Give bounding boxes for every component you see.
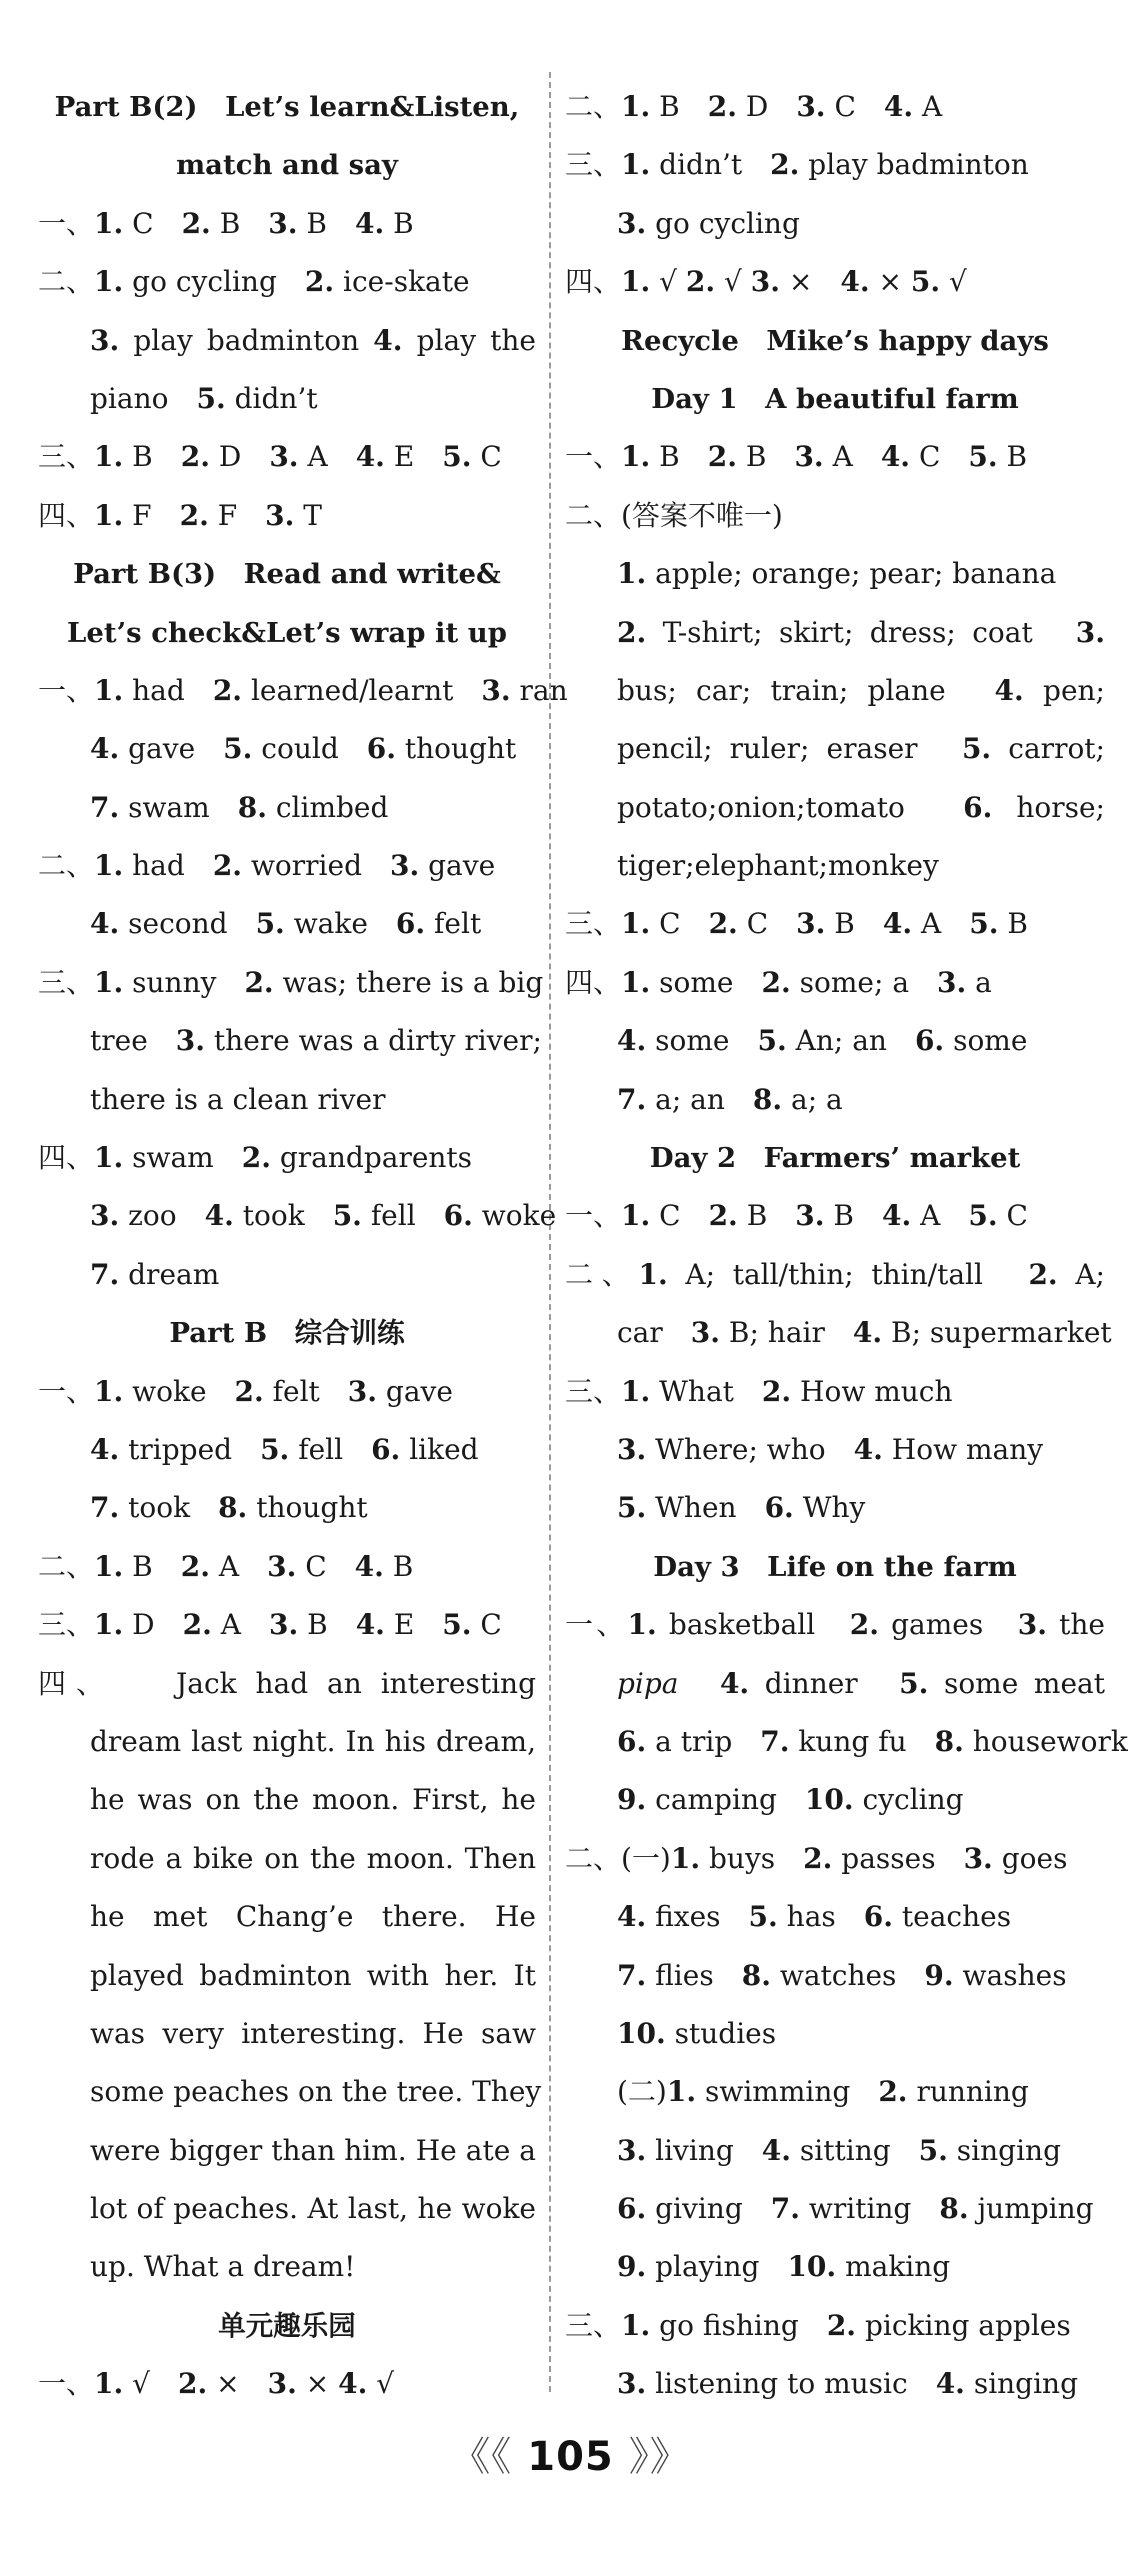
answer-line: 四、1. √ 2. √ 3. × 4. × 5. √ bbox=[565, 265, 967, 299]
answer-line: 4. some 5. An; an 6. some bbox=[617, 1024, 1028, 1058]
answer-line: pencil; ruler; eraser 5. carrot; bbox=[617, 732, 1105, 766]
answer-line: were bigger than him. He ate a bbox=[90, 2133, 536, 2167]
answer-line: tiger;elephant;monkey bbox=[617, 849, 939, 883]
answer-line: 三、1. C 2. C 3. B 4. A 5. B bbox=[565, 907, 1028, 941]
answer-line: 3. play badminton 4. play the bbox=[90, 323, 536, 357]
left-column bbox=[38, 78, 568, 2414]
answer-line: 2. T-shirt; skirt; dress; coat 3. bbox=[617, 615, 1105, 649]
answer-line: 7. dream bbox=[90, 1257, 220, 1291]
page-number-left-brackets: 《《 bbox=[450, 2434, 513, 2480]
answer-line: car 3. B; hair 4. B; supermarket bbox=[617, 1316, 1112, 1350]
answer-line: was very interesting. He saw bbox=[90, 2016, 536, 2050]
answer-line: 3. living 4. sitting 5. singing bbox=[617, 2133, 1061, 2167]
page-number bbox=[0, 2425, 1141, 2482]
answer-line: 三、1. sunny 2. was; there is a big bbox=[38, 965, 544, 999]
answer-line: dream last night. In his dream, bbox=[90, 1724, 536, 1758]
page-number-right-brackets: 》》 bbox=[628, 2434, 691, 2480]
answer-line: (二)1. swimming 2. running bbox=[617, 2075, 1029, 2109]
answer-line: 四、1. F 2. F 3. T bbox=[38, 498, 322, 532]
answer-line: 三、1. What 2. How much bbox=[565, 1374, 953, 1408]
answer-line: pipa 4. dinner 5. some meat bbox=[617, 1666, 1105, 1700]
answer-line: 5. When 6. Why bbox=[617, 1491, 866, 1525]
answer-line: 一、1. C 2. B 3. B 4. A 5. C bbox=[565, 1199, 1028, 1233]
answer-line: rode a bike on the moon. Then bbox=[90, 1841, 536, 1875]
answer-line: 二、(答案不唯一) bbox=[565, 498, 783, 532]
answer-line: 一、1. C 2. B 3. B 4. B bbox=[38, 206, 414, 240]
answer-line: 6. a trip 7. kung fu 8. housework bbox=[617, 1724, 1128, 1758]
answer-line: piano 5. didn’t bbox=[90, 381, 318, 415]
answer-line: he met Chang’e there. He bbox=[90, 1900, 536, 1934]
answer-line: 一、1. B 2. B 3. A 4. C 5. B bbox=[565, 440, 1028, 474]
section-heading: match and say bbox=[176, 149, 398, 182]
answer-line: 3. Where; who 4. How many bbox=[617, 1432, 1044, 1466]
answer-line: 四、1. swam 2. grandparents bbox=[38, 1141, 473, 1175]
answer-line: 9. camping 10. cycling bbox=[617, 1783, 964, 1817]
answer-line: 6. giving 7. writing 8. jumping bbox=[617, 2192, 1094, 2226]
answer-line: 二、1. A; tall/thin; thin/tall 2. A; bbox=[565, 1257, 1105, 1291]
answer-line: 一、1. √ 2. × 3. × 4. √ bbox=[38, 2367, 395, 2401]
answer-line: 7. a; an 8. a; a bbox=[617, 1082, 843, 1116]
section-heading: 单元趣乐园 bbox=[218, 2309, 356, 2342]
section-heading: Day 1 A beautiful farm bbox=[651, 382, 1019, 415]
answer-line: 3. listening to music 4. singing bbox=[617, 2367, 1079, 2401]
answer-line: 四、 Jack had an interesting bbox=[38, 1666, 536, 1700]
section-heading: Part B(3) Read and write& bbox=[73, 558, 501, 591]
answer-line: bus; car; train; plane 4. pen; bbox=[617, 673, 1105, 707]
answer-line: 二、1. go cycling 2. ice-skate bbox=[38, 265, 470, 299]
answer-line: there is a clean river bbox=[90, 1082, 386, 1116]
answer-line: 二、1. B 2. A 3. C 4. B bbox=[38, 1549, 414, 1583]
answer-line: 4. gave 5. could 6. thought bbox=[90, 732, 517, 766]
answer-line: 二、1. B 2. D 3. C 4. A bbox=[565, 90, 943, 123]
answer-line: 四、1. some 2. some; a 3. a bbox=[565, 965, 992, 999]
answer-line: lot of peaches. At last, he woke bbox=[90, 2192, 536, 2226]
answer-line: 三、1. didn’t 2. play badminton bbox=[565, 148, 1029, 182]
section-heading: Part B(2) Let’s learn&Listen, bbox=[54, 91, 520, 123]
answer-line: 三、1. D 2. A 3. B 4. E 5. C bbox=[38, 1608, 502, 1642]
answer-line: 4. second 5. wake 6. felt bbox=[90, 907, 482, 941]
answer-line: 7. took 8. thought bbox=[90, 1491, 368, 1525]
answer-line: 3. go cycling bbox=[617, 206, 800, 240]
answer-line: 1. apple; orange; pear; banana bbox=[617, 557, 1057, 591]
answer-line: up. What a dream! bbox=[90, 2250, 356, 2284]
section-heading: Day 3 Life on the farm bbox=[653, 1550, 1017, 1583]
answer-line: some peaches on the tree. They bbox=[90, 2075, 542, 2109]
answer-line: 三、1. B 2. D 3. A 4. E 5. C bbox=[38, 440, 502, 474]
answer-line: 二、(一)1. buys 2. passes 3. goes bbox=[565, 1841, 1068, 1875]
answer-line: 4. tripped 5. fell 6. liked bbox=[90, 1432, 479, 1466]
answer-line: potato;onion;tomato 6. horse; bbox=[617, 790, 1105, 824]
answer-line: 一、1. had 2. learned/learnt 3. ran bbox=[38, 673, 568, 707]
answer-line: he was on the moon. First, he bbox=[90, 1783, 536, 1817]
answer-line: 9. playing 10. making bbox=[617, 2250, 951, 2284]
page-number-value: 105 bbox=[527, 2434, 614, 2480]
section-heading: Recycle Mike’s happy days bbox=[621, 324, 1049, 357]
right-column bbox=[565, 78, 1128, 2414]
answer-line: 3. zoo 4. took 5. fell 6. woke bbox=[90, 1199, 557, 1233]
answer-line: 7. flies 8. watches 9. washes bbox=[617, 1958, 1067, 1992]
section-heading: Day 2 Farmers’ market bbox=[649, 1142, 1021, 1175]
answer-line: 一、1. basketball 2. games 3. the bbox=[565, 1608, 1105, 1642]
answer-line: played badminton with her. It bbox=[90, 1958, 536, 1992]
section-heading: Let’s check&Let’s wrap it up bbox=[67, 616, 507, 649]
answer-line: 10. studies bbox=[617, 2016, 777, 2050]
section-heading: Part B 综合训练 bbox=[169, 1317, 405, 1350]
answer-line: tree 3. there was a dirty river; bbox=[90, 1024, 542, 1058]
answer-line: 一、1. woke 2. felt 3. gave bbox=[38, 1374, 453, 1408]
answer-line: 7. swam 8. climbed bbox=[90, 790, 389, 824]
answer-line: 二、1. had 2. worried 3. gave bbox=[38, 849, 496, 883]
answer-line: 三、1. go fishing 2. picking apples bbox=[565, 2308, 1071, 2342]
answer-line: 4. fixes 5. has 6. teaches bbox=[617, 1900, 1012, 1934]
